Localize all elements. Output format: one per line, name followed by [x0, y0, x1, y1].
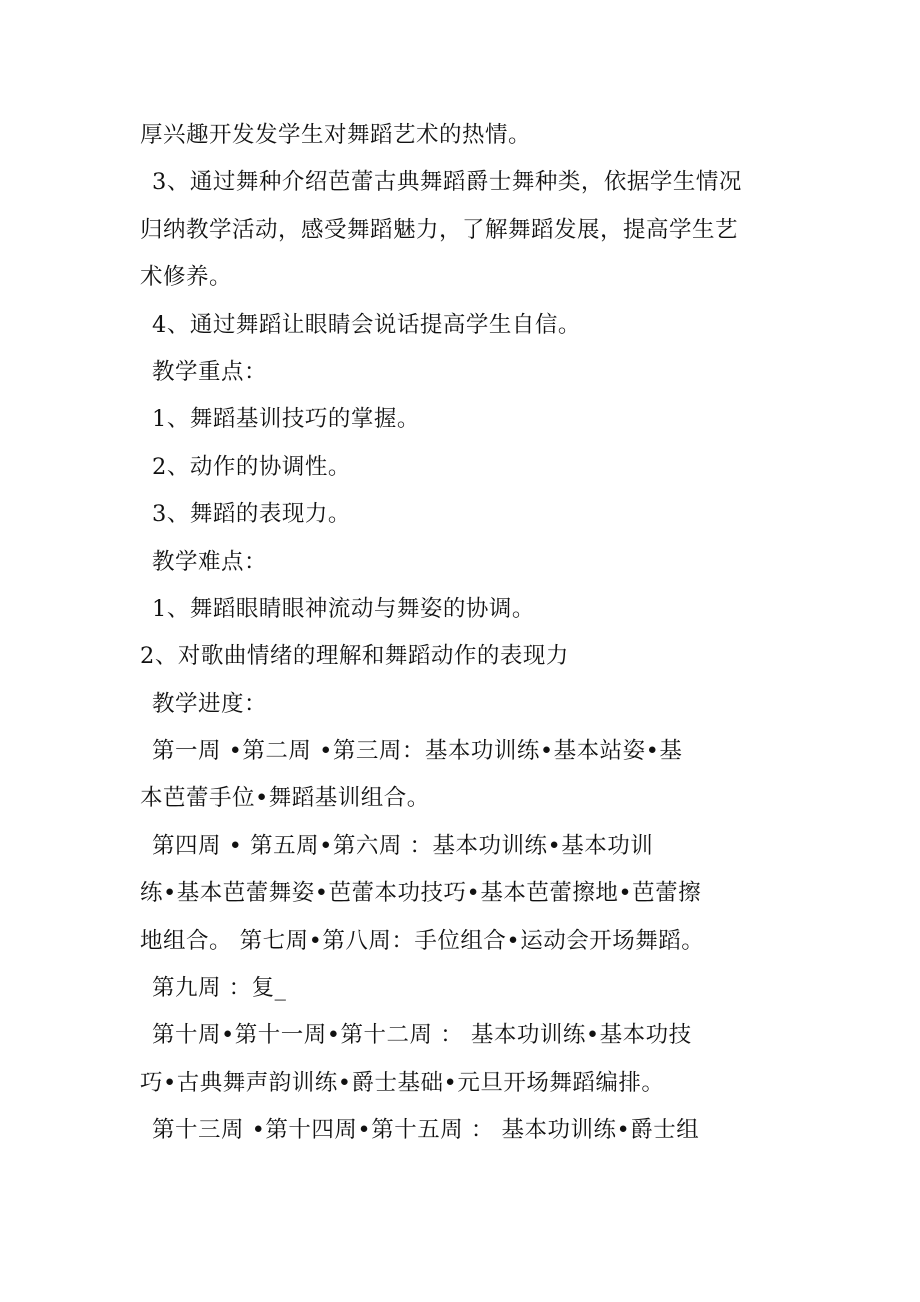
text-line: 厚兴趣开发发学生对舞蹈艺术的热情。: [140, 122, 532, 148]
text-line: 1、舞蹈眼睛眼神流动与舞姿的协调。: [152, 595, 535, 622]
text-line: 第一周 •第二周 •第三周：基本功训练•基本站姿•基: [152, 738, 683, 765]
section-heading-difficulties: 教学难点：: [152, 548, 268, 575]
text-line: 第十周•第十一周•第十二周 ： 基本功训练•基本功技: [152, 1022, 692, 1049]
text-line: 4、通过舞蹈让眼睛会说话提高学生自信。: [152, 311, 581, 338]
text-line: 归纳教学活动，感受舞蹈魅力，了解舞蹈发展，提高学生艺: [140, 216, 739, 243]
section-heading-key-points: 教学重点：: [152, 358, 268, 385]
text-line: 第十三周 •第十四周•第十五周 ： 基本功训练•爵士组: [152, 1117, 700, 1144]
text-line: 2、对歌曲情绪的理解和舞蹈动作的表现力: [140, 643, 569, 670]
text-line: 练•基本芭蕾舞姿•芭蕾本功技巧•基本芭蕾擦地•芭蕾擦: [140, 880, 702, 907]
text-line: 2、动作的协调性。: [152, 453, 351, 480]
text-line: 1、舞蹈基训技巧的掌握。: [152, 406, 420, 433]
text-line: 术修养。: [140, 264, 233, 291]
text-line: 第四周 • 第五周•第六周 ：基本功训练•基本功训: [152, 832, 654, 859]
section-heading-schedule: 教学进度：: [152, 690, 268, 717]
text-line: 第九周 ：复_: [152, 975, 287, 1002]
text-line: 3、通过舞种介绍芭蕾古典舞蹈爵士舞种类，依据学生情况: [152, 169, 742, 196]
text-line: 本芭蕾手位•舞蹈基训组合。: [140, 785, 430, 812]
text-line: 3、舞蹈的表现力。: [152, 501, 351, 528]
text-line: 地组合。 第七周•第八周：手位组合•运动会开场舞蹈。: [140, 927, 705, 954]
document-body: [140, 112, 790, 1155]
text-line: 巧•古典舞声韵训练•爵士基础•元旦开场舞蹈编排。: [140, 1069, 665, 1096]
